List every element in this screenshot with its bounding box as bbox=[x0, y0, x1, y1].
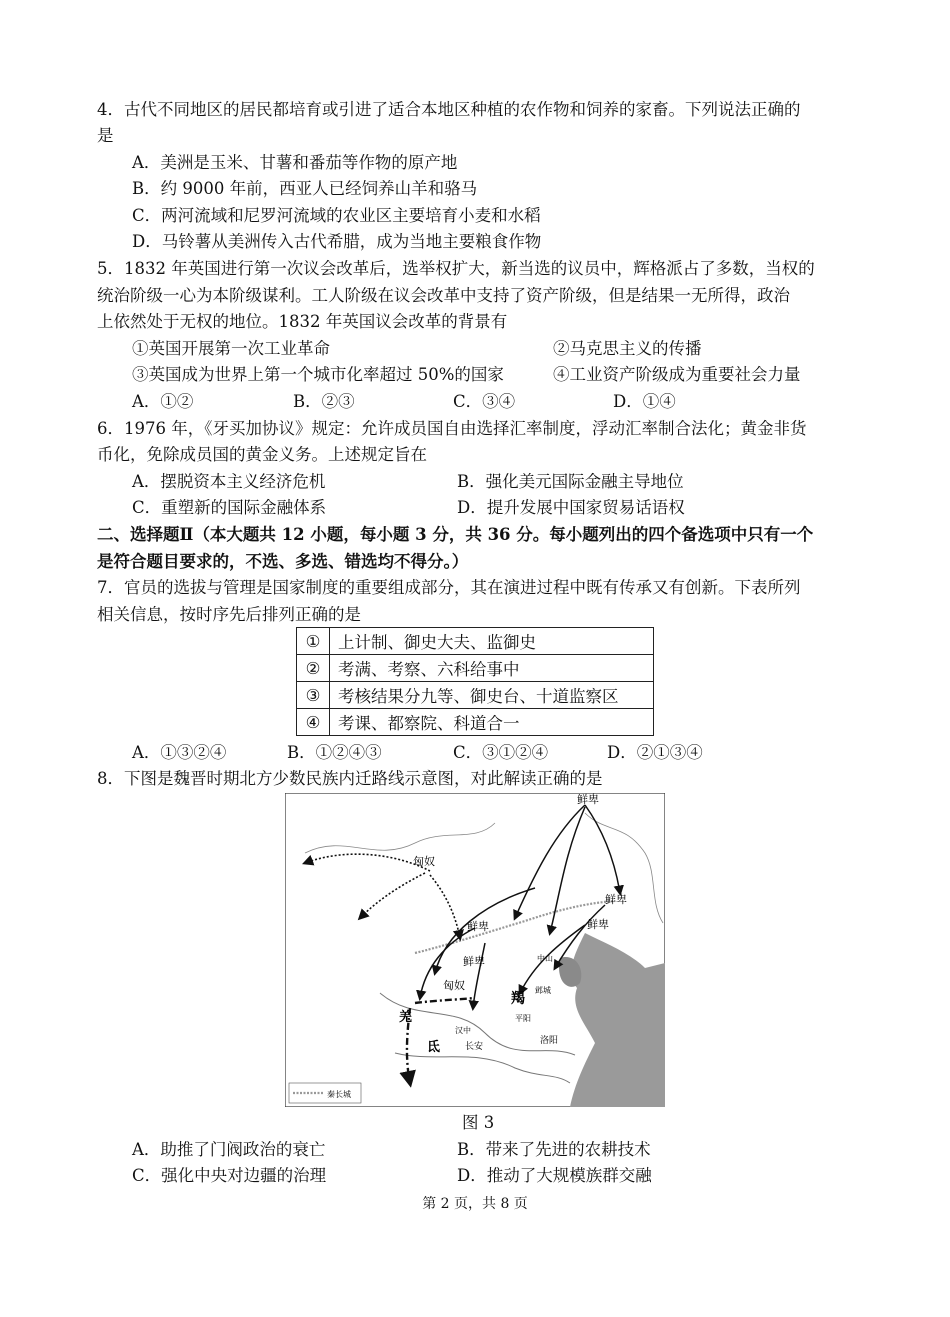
q5-stem-line1: 5．1832 年英国进行第一次议会改革后，选举权扩大，新当选的议员中，辉格派占了多数，当权的 bbox=[97, 259, 815, 278]
table-cell-text: 上计制、御史大夫、监御史 bbox=[330, 628, 654, 655]
q5-item-2: ②马克思主义的传播 bbox=[553, 339, 702, 358]
q5-stem-line2: 统治阶级一心为本阶级谋利。工人阶级在议会改革中支持了资产阶级，但是结果一无所得，政治 bbox=[97, 286, 790, 305]
figure-caption: 图 3 bbox=[462, 1113, 495, 1132]
label-xiongnu: 匈奴 bbox=[413, 855, 435, 868]
table-row bbox=[297, 709, 654, 736]
q7-option-c: C．③①②④ bbox=[453, 743, 549, 762]
table-cell-text: 考满、考察、六科给事中 bbox=[330, 655, 654, 682]
q4-option-b: B．约 9000 年前，西亚人已经饲养山羊和骆马 bbox=[132, 179, 478, 198]
q6-option-b: B．强化美元国际金融主导地位 bbox=[457, 472, 684, 491]
table-row bbox=[297, 682, 654, 709]
table-row bbox=[297, 655, 654, 682]
q5-option-d: D．①④ bbox=[613, 392, 676, 411]
q7-option-d: D．②①③④ bbox=[607, 743, 703, 762]
table-cell-text: 考课、都察院、科道合一 bbox=[330, 709, 654, 736]
q8-option-b: B．带来了先进的农耕技术 bbox=[457, 1140, 651, 1159]
legend-label: 秦长城 bbox=[327, 1090, 351, 1099]
q5-item-1: ①英国开展第一次工业革命 bbox=[132, 339, 330, 358]
q5-stem-line3: 上依然处于无权的地位。1832 年英国议会改革的背景有 bbox=[97, 312, 508, 331]
q5-item-4: ④工业资产阶级成为重要社会力量 bbox=[553, 365, 801, 384]
section-heading-line1: 二、选择题Ⅱ（本大题共 12 小题，每小题 3 分，共 36 分。每小题列出的四个备选项中只有一个 bbox=[97, 525, 814, 544]
q8-option-c: C．强化中央对边疆的治理 bbox=[132, 1166, 327, 1185]
table-cell-text: 考核结果分九等、御史台、十道监察区 bbox=[330, 682, 654, 709]
q7-option-b: B．①②④③ bbox=[287, 743, 382, 762]
q7-info-table bbox=[296, 627, 654, 736]
q8-option-d: D．推动了大规模族群交融 bbox=[457, 1166, 652, 1185]
table-row bbox=[297, 628, 654, 655]
q4-option-c: C．两河流域和尼罗河流域的农业区主要培育小麦和水稻 bbox=[132, 206, 541, 225]
q6-stem-line1: 6．1976 年，《牙买加协议》规定：允许成员国自由选择汇率制度，浮动汇率制合法化；黄金非货 bbox=[97, 419, 807, 438]
label-xiongnu: 匈奴 bbox=[443, 979, 465, 992]
table-cell-num: ③ bbox=[297, 682, 330, 709]
migration-map bbox=[285, 793, 665, 1107]
q6-option-c: C．重塑新的国际金融体系 bbox=[132, 498, 327, 517]
q6-option-a: A．摆脱资本主义经济危机 bbox=[132, 472, 326, 491]
table-cell-num: ④ bbox=[297, 709, 330, 736]
label-jie: 羯 bbox=[511, 991, 525, 1007]
q5-option-c: C．③④ bbox=[453, 392, 516, 411]
q6-option-d: D．提升发展中国家贸易话语权 bbox=[457, 498, 685, 517]
q4-option-a: A．美洲是玉米、甘薯和番茄等作物的原产地 bbox=[132, 153, 458, 172]
q7-stem-line2: 相关信息，按时序先后排列正确的是 bbox=[97, 605, 361, 624]
label-xianbei: 鲜卑 bbox=[587, 918, 609, 931]
q7-option-a: A．①③②④ bbox=[132, 743, 227, 762]
label-luoyang: 洛阳 bbox=[540, 1036, 559, 1046]
q8-option-a: A．助推了门阀政治的衰亡 bbox=[132, 1140, 326, 1159]
label-di: 氐 bbox=[427, 1040, 441, 1055]
q5-option-a: A．①② bbox=[132, 392, 194, 411]
label-yedu: 邺城 bbox=[535, 986, 551, 995]
q7-stem-line1: 7．官员的选拔与管理是国家制度的重要组成部分，其在演进过程中既有传承又有创新。下表所列 bbox=[97, 578, 801, 597]
label-xianbei: 鲜卑 bbox=[463, 955, 485, 968]
q4-stem-line1: 4．古代不同地区的居民都培育或引进了适合本地区种植的农作物和饲养的家畜。下列说法正确的 bbox=[97, 100, 801, 119]
table-cell-num: ② bbox=[297, 655, 330, 682]
table-cell-num: ① bbox=[297, 628, 330, 655]
section-heading-line2: 是符合题目要求的，不选、多选、错选均不得分。） bbox=[97, 552, 469, 571]
label-xianbei: 鲜卑 bbox=[577, 793, 599, 806]
q4-option-d: D．马铃薯从美洲传入古代希腊，成为当地主要粮食作物 bbox=[132, 232, 542, 251]
label-zhongshan: 中山 bbox=[537, 954, 553, 963]
page-footer: 第 2 页，共 8 页 bbox=[422, 1196, 528, 1212]
q5-option-b: B．②③ bbox=[293, 392, 355, 411]
q5-item-3: ③英国成为世界上第一个城市化率超过 50%的国家 bbox=[132, 365, 504, 384]
label-xianbei: 鲜卑 bbox=[467, 920, 489, 933]
label-hanzhong: 汉中 bbox=[455, 1026, 471, 1035]
q6-stem-line2: 币化，免除成员国的黄金义务。上述规定旨在 bbox=[97, 445, 427, 464]
q8-stem: 8．下图是魏晋时期北方少数民族内迁路线示意图，对此解读正确的是 bbox=[97, 769, 603, 788]
label-qiang: 羌 bbox=[399, 1010, 413, 1025]
label-xianbei: 鲜卑 bbox=[605, 893, 627, 906]
label-changan: 长安 bbox=[465, 1042, 484, 1052]
q4-stem-line2: 是 bbox=[97, 126, 114, 145]
label-pingyang: 平阳 bbox=[515, 1014, 531, 1023]
